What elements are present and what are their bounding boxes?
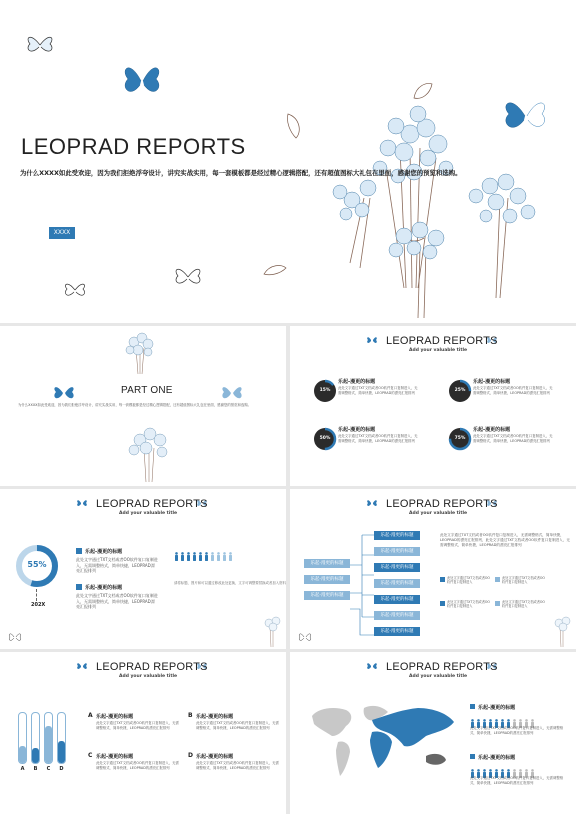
person-icon [174,546,179,565]
person-icon [210,546,215,565]
item-letter: A [88,712,93,719]
butterfly-icon [120,57,164,105]
person-icon [180,546,185,565]
item-text: 此处文字通过TXT文档或者OO软件复口复制进入，无需调整格式，简单快捷，LEOPRAD漂亮汇报排列 [76,593,158,609]
bar-label: C [46,766,51,772]
butterfly-icon [62,278,88,302]
slide-header-title: LEOPRAD REPORTS [386,335,498,347]
item-text: 此处文字通过TXT文档或者OO软件复口复制进入，无需调整格式，简单快捷，LEOPRAD的漂亮汇报排列 [196,761,279,770]
legend-text: 此处文字通过TXT文档或者OO软件复口复制进入 [502,576,545,585]
butterfly-icon [76,498,88,509]
percentage-label: 75% [454,436,466,441]
slide-header-title: LEOPRAD REPORTS [386,498,498,510]
tree-node-right[interactable]: 乐起-漫更的标题 [374,547,420,556]
percentage-label: 25% [454,388,466,393]
section-description: 为什么XXXX如此受欢迎，因为我们拒绝浮夸设计，讲究实战实用，每一套模板都是经过精心逻辑搭配，还有超值图标大礼包在里面，感谢您的预览和选购。 [18,403,252,407]
legend-text: 此处文字通过TXT文档或者OO软件复口复制进入 [502,600,545,609]
item-text: 此处文字通过TXT文档或者OO软件复口复制进入，无需调整格式，简单快捷，LEOPRAD漂亮汇报排列 [76,557,158,573]
item-text: 此处文字通过TXT文档或者OO软件复口复制进入，无需调整格式，简单快捷，LEOPRAD的漂亮汇报排列 [473,434,553,443]
legend-swatch [495,577,500,582]
butterfly-icon [366,498,378,509]
slide-ring-people[interactable] [0,489,286,649]
item-title: 乐起-漫更的标题 [85,549,123,555]
item-title: 乐起-漫更的标题 [85,585,123,591]
tree-node-right[interactable]: 乐起-漫更的标题 [374,563,420,572]
butterfly-icon [8,631,22,643]
flower-sketch-illustration [552,615,574,647]
person-icon [186,546,191,565]
bullet-square [470,704,475,709]
item-title: 乐起-漫更的标题 [478,755,516,761]
cover-tag-button[interactable]: XXXX [49,227,75,239]
people-chart [470,763,550,773]
flower-bouquet-illustration [300,88,570,320]
flower-bouquet-illustration [120,328,160,376]
progress-ring-value: 55% [27,560,47,569]
butterfly-icon [366,661,378,672]
item-title: 乐起-漫更的标题 [96,714,134,720]
tree-node-right[interactable]: 乐起-漫更的标题 [374,595,420,604]
item-title: 乐起-漫更的标题 [473,427,511,433]
tree-description: 此处文字通过TXT文档或者OO软件复口复制进入，无需调整格式，简单快捷，LEOPRAD的漂亮汇报排列，此处文字通过TXT文档或者OO软件复口复制进入，无需调整格式，简单快捷，LEOPRAD的漂亮汇报排列 [440,533,570,547]
leaf-icon [262,262,288,278]
butterfly-icon [220,382,244,404]
tree-node-right[interactable]: 乐起-漫更的标题 [374,579,420,588]
slide-bar-items[interactable] [0,652,286,814]
bar-fill [45,726,52,764]
connector-line [36,589,38,601]
item-title: 乐起-漫更的标题 [473,379,511,385]
slide-header-subtitle: Add your valuable title [409,674,468,679]
legend-swatch [495,601,500,606]
bar-label: B [33,766,38,772]
year-label: 202X [31,602,46,608]
slide-header-subtitle: Add your valuable title [409,511,468,516]
item-text: 此处文字通过TXT文档或者OO软件复口复制进入，无需调整格式，简单快捷，LEOPRAD的漂亮汇报排列 [473,386,553,395]
person-icon [192,546,197,565]
item-text: 此处文字通过TXT文档或者OO软件复口复制进入，无需调整格式，简单快捷，LEOPRAD的漂亮汇报排列 [196,721,279,730]
legend-text: 此处文字通过TXT文档或者OO软件复口复制进入 [447,576,490,585]
cover-subtitle: 为什么XXXX如此受欢迎，因为我们拒绝浮夸设计，讲究实战实用，每一套模板都是经过精心逻辑搭配，还有超值图标大礼包在里面，感谢您的预览和选购。 [20,169,462,177]
item-title: 乐起-漫更的标题 [96,754,134,760]
percentage-label: 15% [319,388,331,393]
percentage-label: 50% [319,436,331,441]
people-note: 请将标题、图片和可以通过修改此处更换，文字可调整要替换或者加入资料 [174,581,286,585]
item-text: 此处文字通过TXT文档或者OO软件复口复制进入，无需调整格式，简单快捷，LEOPRAD的漂亮汇报排列 [96,761,179,770]
slide-header-title: LEOPRAD REPORTS [96,661,208,673]
section-title: PART ONE [121,385,173,396]
bar-fill [32,748,39,763]
item-title: 乐起-漫更的标题 [478,705,516,711]
slide-tree-diagram[interactable] [290,489,576,649]
item-title: 乐起-漫更的标题 [196,754,234,760]
bullet-square [76,584,82,590]
tree-node-left[interactable]: 乐起-漫更的标题 [304,559,350,568]
person-icon [204,546,209,565]
butterfly-icon [366,335,378,346]
person-icon [222,546,227,565]
slide-header-subtitle: Add your valuable title [119,674,178,679]
tree-node-right[interactable]: 乐起-漫更的标题 [374,611,420,620]
bullet-square [76,548,82,554]
butterfly-icon [172,262,204,292]
world-map [308,702,458,782]
person-icon [198,546,203,565]
legend-text: 此处文字通过TXT文档或者OO软件复口复制进入 [447,600,490,609]
tree-node-right[interactable]: 乐起-漫更的标题 [374,531,420,540]
people-chart [470,713,550,723]
slide-cover[interactable] [0,0,576,323]
item-text: 此处文字通过TXT文档或者OO软件复口复制进入，无需调整格式，简单快捷，LEOPRAD的漂亮汇报排列 [338,434,418,443]
tree-node-right[interactable]: 乐起-漫更的标题 [374,627,420,636]
slide-world-map[interactable] [290,652,576,814]
slide-header-subtitle: Add your valuable title [409,348,468,353]
tree-node-left[interactable]: 乐起-漫更的标题 [304,591,350,600]
flower-sketch-illustration [262,615,284,647]
slide-header-title: LEOPRAD REPORTS [96,498,208,510]
bar-fill [19,746,26,764]
item-title: 乐起-漫更的标题 [196,714,234,720]
person-icon [216,546,221,565]
legend-swatch [440,601,445,606]
item-title: 乐起-漫更的标题 [338,379,376,385]
legend-swatch [440,577,445,582]
item-letter: C [88,752,93,759]
bar-label: A [20,766,25,772]
flower-bouquet-illustration [124,426,174,484]
item-text: 此处文字通过TXT文档或者OO软件复口复制进入，无需调整格式，简单快捷，LEOPRAD的漂亮汇报排列 [96,721,179,730]
slide-part-one[interactable] [0,326,286,486]
person-icon [228,546,233,565]
item-text: 此处文字通过TXT文档或者OO软件复口复制进入，无需调整格式，简单快捷，LEOPRAD的漂亮汇报排列 [338,386,418,395]
item-text: 此处文字通过TXT文档或者OO软件复口复制进入，无需调整格式，简单快捷，LEOPRAD的漂亮汇报排列 [470,776,564,785]
cover-title: LEOPRAD REPORTS [21,134,246,159]
slide-header-title: LEOPRAD REPORTS [386,661,498,673]
slide-progress-rings[interactable] [290,326,576,486]
item-text: 此处文字通过TXT文档或者OO软件复口复制进入，无需调整格式，简单快捷，LEOPRAD的漂亮汇报排列 [470,726,564,735]
bar-label: D [59,766,64,772]
item-letter: B [188,712,193,719]
tree-node-left[interactable]: 乐起-漫更的标题 [304,575,350,584]
item-title: 乐起-漫更的标题 [338,427,376,433]
butterfly-icon [76,661,88,672]
butterfly-icon [298,631,312,643]
slide-header-subtitle: Add your valuable title [119,511,178,516]
butterfly-icon [52,382,76,404]
bullet-square [470,754,475,759]
people-chart [174,546,234,556]
bar-fill [58,741,65,764]
item-letter: D [188,752,193,759]
butterfly-icon [24,30,56,60]
